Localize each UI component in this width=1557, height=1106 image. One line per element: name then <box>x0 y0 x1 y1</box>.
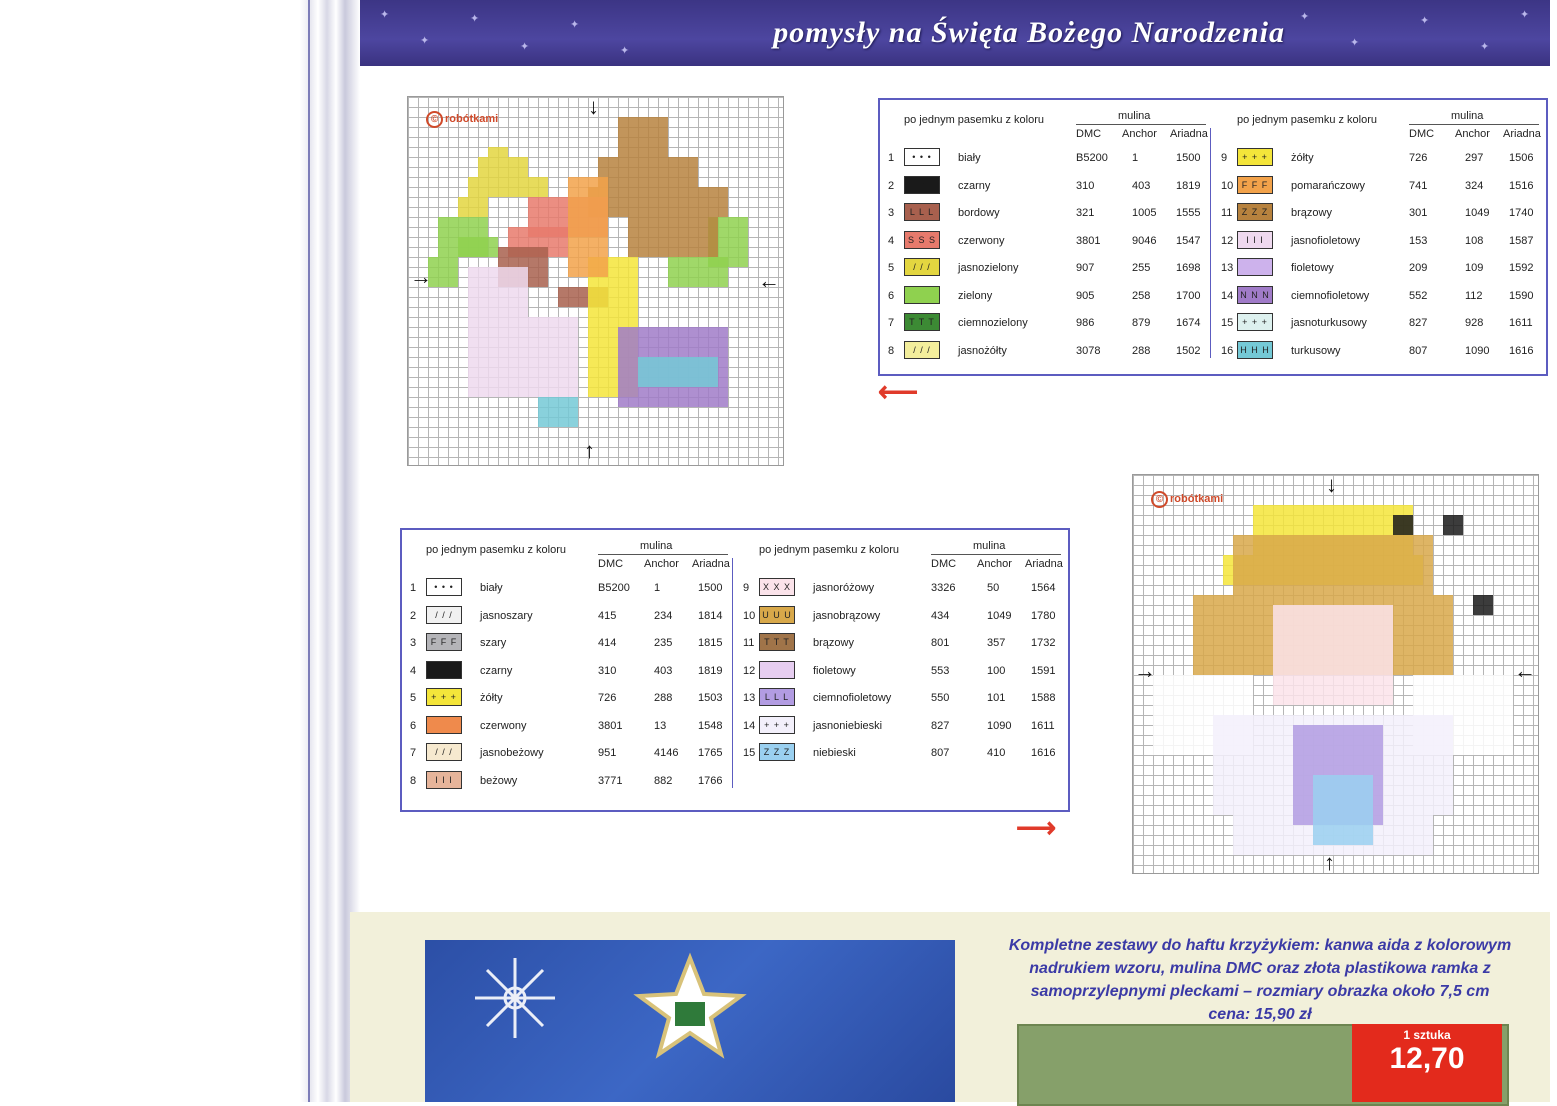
dmc-code: 153 <box>1409 234 1428 247</box>
anchor-code: 1090 <box>987 719 1012 732</box>
page-title: pomysły na Święta Bożego Narodzenia <box>773 16 1285 49</box>
legend-header-mulina: mulina <box>973 540 1006 552</box>
dmc-code: 951 <box>598 747 617 759</box>
color-name: jasnobeżowy <box>480 747 544 759</box>
legend-header-dmc: DMC <box>598 558 624 570</box>
legend-row <box>888 313 1208 333</box>
color-name: żółty <box>480 692 503 704</box>
legend-row <box>888 203 1208 223</box>
dmc-code: 801 <box>931 637 950 649</box>
ariadna-code: 1503 <box>698 692 723 704</box>
legend-row <box>743 606 1063 626</box>
anchor-code: 1090 <box>1465 344 1490 357</box>
red-arrow-right-icon: ⟶ <box>1016 812 1057 843</box>
logo: © robótkami <box>426 111 498 128</box>
legend-number: 15 <box>1221 317 1234 329</box>
promo-text: Kompletne zestawy do haftu krzyżykiem: kanwa aida z kolorowym nadrukiem wzoru, mulina DMC oraz złota plastikowa ramka z samoprzylepnymi pleckami – rozmiary obrazka około 7,5 cm cena: 15,90 zł <box>1000 934 1520 1026</box>
legend-row <box>888 231 1208 251</box>
legend-number: 1 <box>410 582 417 594</box>
dmc-code: 415 <box>598 609 617 622</box>
color-swatch: ■■■ <box>904 176 940 194</box>
ariadna-code: 1588 <box>1031 692 1056 704</box>
ariadna-code: 1592 <box>1509 262 1534 274</box>
anchor-code: 108 <box>1465 234 1484 247</box>
stitch-block <box>488 147 508 157</box>
color-swatch: U U U <box>759 606 795 624</box>
ornaments-photo <box>425 940 955 1102</box>
legend-number: 15 <box>743 747 756 759</box>
dmc-code: 3326 <box>931 582 956 594</box>
legend-header-anchor: Anchor <box>1455 128 1490 140</box>
color-name: żółty <box>1291 152 1314 164</box>
center-arrow-top-2: ↓ <box>1326 472 1337 497</box>
legend-row <box>888 286 1208 306</box>
color-swatch: F F F <box>1237 176 1273 194</box>
anchor-code: 1 <box>1132 152 1139 164</box>
anchor-code: 357 <box>987 637 1006 649</box>
color-swatch <box>759 661 795 679</box>
mulina-underline <box>598 554 728 555</box>
legend-header-dmc: DMC <box>1409 128 1435 140</box>
color-name: jasnozielony <box>958 262 1019 274</box>
legend-header-mulina: mulina <box>1118 110 1151 122</box>
ariadna-code: 1516 <box>1509 179 1534 192</box>
ariadna-code: 1740 <box>1509 207 1534 219</box>
anchor-code: 1049 <box>987 609 1012 622</box>
ariadna-code: 1590 <box>1509 289 1534 302</box>
legend-row <box>743 743 1063 763</box>
legend-number: 9 <box>1221 152 1228 164</box>
anchor-code: 50 <box>987 582 1000 594</box>
ariadna-code: 1564 <box>1031 582 1056 594</box>
color-swatch: + + + <box>759 716 795 734</box>
anchor-code: 410 <box>987 747 1006 759</box>
ariadna-code: 1732 <box>1031 637 1056 649</box>
legend-row <box>743 633 1063 653</box>
legend-header-ariadna: Ariadna <box>1170 128 1208 140</box>
dmc-code: 434 <box>931 609 950 622</box>
legend-number: 7 <box>888 317 895 329</box>
color-swatch <box>1237 258 1273 276</box>
color-swatch: + + + <box>1237 148 1273 166</box>
dmc-code: 726 <box>598 692 617 704</box>
legend-number: 8 <box>888 344 895 357</box>
color-swatch <box>426 716 462 734</box>
color-swatch: • • • <box>426 578 462 596</box>
dmc-code: 310 <box>598 664 617 677</box>
color-name: czerwony <box>958 234 1005 247</box>
legend-number: 9 <box>743 582 750 594</box>
color-swatch <box>904 286 940 304</box>
dmc-code: 807 <box>931 747 950 759</box>
legend-row <box>410 771 730 791</box>
color-name: bordowy <box>958 207 1000 219</box>
anchor-code: 324 <box>1465 179 1484 192</box>
legend-row <box>743 716 1063 736</box>
dmc-code: 3801 <box>598 719 623 732</box>
anchor-code: 100 <box>987 664 1006 677</box>
anchor-code: 1005 <box>1132 207 1157 219</box>
dmc-code: 807 <box>1409 344 1428 357</box>
badge-label: 1 sztuka <box>1403 1028 1451 1042</box>
color-swatch: ■■■ <box>426 661 462 679</box>
stitch-block <box>458 237 498 257</box>
color-swatch: Z Z Z <box>759 743 795 761</box>
color-name: jasnoróżowy <box>813 582 875 594</box>
ariadna-code: 1548 <box>698 719 723 732</box>
dmc-code: B5200 <box>1076 152 1108 164</box>
stitch-block <box>568 177 608 277</box>
legend-row <box>1221 341 1541 361</box>
dmc-code: 209 <box>1409 262 1428 274</box>
legend-number: 10 <box>1221 179 1234 192</box>
ariadna-code: 1591 <box>1031 664 1056 677</box>
color-name: jasnoniebieski <box>813 719 883 732</box>
color-name: czarny <box>958 179 991 192</box>
legend-number: 7 <box>410 747 417 759</box>
ariadna-code: 1555 <box>1176 207 1201 219</box>
legend-row <box>1221 286 1541 306</box>
legend-number: 4 <box>410 664 417 677</box>
legend-number: 5 <box>410 692 417 704</box>
color-swatch: F F F <box>426 633 462 651</box>
color-swatch: / / / <box>426 743 462 761</box>
anchor-code: 403 <box>654 664 673 677</box>
ariadna-code: 1611 <box>1031 719 1055 732</box>
color-name: czerwony <box>480 719 527 732</box>
anchor-code: 297 <box>1465 152 1484 164</box>
color-swatch: • • • <box>904 148 940 166</box>
dmc-code: 3771 <box>598 774 623 787</box>
mulina-underline <box>931 554 1061 555</box>
dmc-code: 3801 <box>1076 234 1101 247</box>
color-name: brązowy <box>1291 207 1332 219</box>
center-arrow-right-2: ← <box>1514 658 1536 683</box>
color-name: czarny <box>480 664 513 677</box>
anchor-code: 13 <box>654 719 667 732</box>
color-name: ciemnozielony <box>958 317 1028 329</box>
stitch-block <box>598 157 698 187</box>
legend-divider <box>732 558 733 788</box>
cross-stitch-chart-angel <box>1132 474 1539 874</box>
legend-header-per-strand: po jednym pasemku z koloru <box>426 544 567 556</box>
anchor-code: 928 <box>1465 317 1484 329</box>
legend-number: 12 <box>743 664 756 677</box>
legend-number: 16 <box>1221 344 1234 357</box>
ariadna-code: 1700 <box>1176 289 1201 302</box>
color-name: brązowy <box>813 637 854 649</box>
legend-row <box>888 258 1208 278</box>
stitch-block <box>1233 535 1433 595</box>
stitch-block <box>668 257 728 287</box>
legend-number: 12 <box>1221 234 1234 247</box>
legend-row <box>410 578 730 598</box>
ariadna-code: 1815 <box>698 637 723 649</box>
legend-header-anchor: Anchor <box>1122 128 1157 140</box>
color-name: jasnożółty <box>958 344 1007 357</box>
color-swatch: + + + <box>1237 313 1273 331</box>
dmc-code: 552 <box>1409 289 1428 302</box>
legend-number: 3 <box>888 207 895 219</box>
color-name: jasnoszary <box>480 609 533 622</box>
legend-header-dmc: DMC <box>931 558 957 570</box>
ariadna-code: 1500 <box>698 582 723 594</box>
stitch-block <box>1443 515 1463 535</box>
color-name: fioletowy <box>813 664 856 677</box>
ariadna-code: 1502 <box>1176 344 1201 357</box>
color-swatch: L L L <box>904 203 940 221</box>
dmc-code: 827 <box>1409 317 1428 329</box>
legend-row <box>410 716 730 736</box>
dmc-code: 907 <box>1076 262 1095 274</box>
stitch-block <box>538 397 578 427</box>
stitch-block <box>628 217 718 257</box>
anchor-code: 288 <box>1132 344 1151 357</box>
dmc-code: 986 <box>1076 317 1095 329</box>
color-swatch: / / / <box>904 258 940 276</box>
legend-row <box>410 633 730 653</box>
legend-row <box>1221 148 1541 168</box>
color-name: jasnoturkusowy <box>1291 317 1367 329</box>
anchor-code: 101 <box>987 692 1006 704</box>
legend-header-mulina: mulina <box>1451 110 1484 122</box>
color-name: turkusowy <box>1291 344 1341 357</box>
cross-stitch-chart-gifts <box>407 96 784 466</box>
color-swatch: I I I <box>426 771 462 789</box>
ariadna-code: 1616 <box>1031 747 1056 759</box>
anchor-code: 235 <box>654 637 673 649</box>
dmc-code: 741 <box>1409 179 1428 192</box>
ariadna-code: 1780 <box>1031 609 1056 622</box>
legend-header-anchor: Anchor <box>977 558 1012 570</box>
legend-row <box>1221 231 1541 251</box>
legend-row <box>1221 313 1541 333</box>
color-swatch: L L L <box>759 688 795 706</box>
color-name: ciemnofioletowy <box>813 692 892 704</box>
ariadna-code: 1698 <box>1176 262 1201 274</box>
ariadna-code: 1587 <box>1509 234 1534 247</box>
stitch-block <box>428 257 458 287</box>
promo-price-line: cena: 15,90 zł <box>1208 1006 1312 1023</box>
legend-row <box>743 688 1063 708</box>
color-name: biały <box>480 582 503 594</box>
red-arrow-left-icon: ⟵ <box>878 376 919 407</box>
legend-number: 1 <box>888 152 895 164</box>
color-name: jasnofioletowy <box>1291 234 1361 247</box>
ariadna-code: 1819 <box>1176 179 1201 192</box>
legend-row <box>888 176 1208 196</box>
legend-row <box>410 606 730 626</box>
legend-header-mulina: mulina <box>640 540 673 552</box>
anchor-code: 234 <box>654 609 673 622</box>
legend-number: 11 <box>743 637 755 649</box>
dmc-code: 310 <box>1076 179 1095 192</box>
color-key-2 <box>400 528 1070 812</box>
legend-number: 5 <box>888 262 895 274</box>
stitch-block <box>1273 605 1393 705</box>
anchor-code: 258 <box>1132 289 1151 302</box>
color-swatch: / / / <box>904 341 940 359</box>
legend-row <box>410 688 730 708</box>
anchor-code: 882 <box>654 774 673 787</box>
legend-divider <box>1210 128 1211 358</box>
price-badge <box>1352 1024 1502 1102</box>
legend-row <box>1221 176 1541 196</box>
ariadna-code: 1765 <box>698 747 723 759</box>
legend-number: 11 <box>1221 207 1233 219</box>
legend-row <box>888 341 1208 361</box>
legend-row <box>743 661 1063 681</box>
legend-number: 13 <box>743 692 756 704</box>
center-arrow-right: ← <box>758 268 780 293</box>
mulina-underline <box>1076 124 1206 125</box>
anchor-code: 112 <box>1465 289 1483 302</box>
legend-row <box>410 743 730 763</box>
ariadna-code: 1611 <box>1509 317 1533 329</box>
anchor-code: 1 <box>654 582 661 594</box>
legend-header-dmc: DMC <box>1076 128 1102 140</box>
legend-row <box>410 661 730 681</box>
anchor-code: 288 <box>654 692 673 704</box>
center-arrow-left: → <box>410 264 432 289</box>
legend-header-ariadna: Ariadna <box>1025 558 1063 570</box>
color-swatch: + + + <box>426 688 462 706</box>
center-arrow-top: ↓ <box>588 94 599 119</box>
dmc-code: 905 <box>1076 289 1095 302</box>
anchor-code: 1049 <box>1465 207 1490 219</box>
color-name: niebieski <box>813 747 856 759</box>
legend-row <box>1221 258 1541 278</box>
color-name: jasnobrązowy <box>813 609 881 622</box>
dmc-code: 321 <box>1076 207 1095 219</box>
stitch-block <box>458 197 488 217</box>
center-arrow-bottom-2: ↑ <box>1324 850 1335 875</box>
color-swatch: N N N <box>1237 286 1273 304</box>
anchor-code: 4146 <box>654 747 679 759</box>
legend-row <box>743 578 1063 598</box>
color-swatch: I I I <box>1237 231 1273 249</box>
mulina-underline <box>1409 124 1539 125</box>
color-name: zielony <box>958 289 993 302</box>
legend-number: 13 <box>1221 262 1234 274</box>
legend-header-ariadna: Ariadna <box>1503 128 1541 140</box>
stitch-block <box>468 267 528 397</box>
color-swatch: T T T <box>904 313 940 331</box>
anchor-code: 879 <box>1132 317 1151 329</box>
color-name: fioletowy <box>1291 262 1334 274</box>
ariadna-code: 1500 <box>1176 152 1201 164</box>
color-key-1 <box>878 98 1548 376</box>
legend-row <box>888 148 1208 168</box>
ariadna-code: 1616 <box>1509 344 1534 357</box>
page-header: ✦ ✦ ✦ ✦ ✦ ✦ ✦ ✦ ✦ ✦ ✦ pomysły na Święta Bożego Narodzenia <box>360 0 1550 66</box>
legend-header-per-strand: po jednym pasemku z koloru <box>904 114 1045 126</box>
legend-number: 8 <box>410 774 417 787</box>
dmc-code: 553 <box>931 664 950 677</box>
stitch-block <box>478 157 528 177</box>
legend-number: 2 <box>410 609 417 622</box>
anchor-code: 403 <box>1132 179 1151 192</box>
badge-price: 12,70 <box>1389 1042 1465 1075</box>
stitch-block <box>528 317 578 397</box>
legend-header-anchor: Anchor <box>644 558 679 570</box>
anchor-code: 9046 <box>1132 234 1157 247</box>
legend-number: 6 <box>888 289 895 302</box>
stitch-block <box>1313 775 1373 845</box>
stitch-block <box>618 117 668 157</box>
color-name: beżowy <box>480 774 518 787</box>
color-swatch: H H H <box>1237 341 1273 359</box>
color-name: ciemnofioletowy <box>1291 289 1370 302</box>
color-swatch: / / / <box>426 606 462 624</box>
stitch-block <box>588 187 728 217</box>
dmc-code: 3078 <box>1076 344 1101 357</box>
stitch-block <box>1393 515 1413 535</box>
color-name: biały <box>958 152 981 164</box>
legend-number: 2 <box>888 179 895 192</box>
center-arrow-bottom: ↑ <box>584 438 595 463</box>
dmc-code: 726 <box>1409 152 1428 164</box>
dmc-code: 414 <box>598 637 617 649</box>
ariadna-code: 1814 <box>698 609 723 622</box>
dmc-code: 827 <box>931 719 950 732</box>
legend-number: 10 <box>743 609 756 622</box>
legend-header-per-strand: po jednym pasemku z koloru <box>759 544 900 556</box>
center-arrow-left-2: → <box>1134 658 1156 683</box>
legend-number: 4 <box>888 234 895 247</box>
color-name: szary <box>480 637 507 649</box>
legend-number: 6 <box>410 719 417 732</box>
stitch-block <box>1473 595 1493 615</box>
ariadna-code: 1766 <box>698 774 723 787</box>
color-name: pomarańczowy <box>1291 179 1365 192</box>
anchor-code: 109 <box>1465 262 1484 274</box>
color-swatch: S S S <box>904 231 940 249</box>
dmc-code: 301 <box>1409 207 1428 219</box>
legend-header-per-strand: po jednym pasemku z koloru <box>1237 114 1378 126</box>
ariadna-code: 1506 <box>1509 152 1534 164</box>
legend-header-ariadna: Ariadna <box>692 558 730 570</box>
legend-row <box>1221 203 1541 223</box>
color-swatch: X X X <box>759 578 795 596</box>
legend-number: 14 <box>743 719 756 732</box>
ariadna-code: 1819 <box>698 664 723 677</box>
legend-number: 14 <box>1221 289 1234 302</box>
stitch-block <box>468 177 548 197</box>
anchor-code: 255 <box>1132 262 1151 274</box>
legend-number: 3 <box>410 637 417 649</box>
color-swatch: Z Z Z <box>1237 203 1273 221</box>
dmc-code: B5200 <box>598 582 630 594</box>
ariadna-code: 1674 <box>1176 317 1201 329</box>
color-swatch: T T T <box>759 633 795 651</box>
logo: © robótkami <box>1151 491 1223 508</box>
ornaments-illustration <box>425 940 955 1102</box>
stitch-block <box>638 357 718 387</box>
dmc-code: 550 <box>931 692 950 704</box>
ariadna-code: 1547 <box>1176 234 1201 247</box>
